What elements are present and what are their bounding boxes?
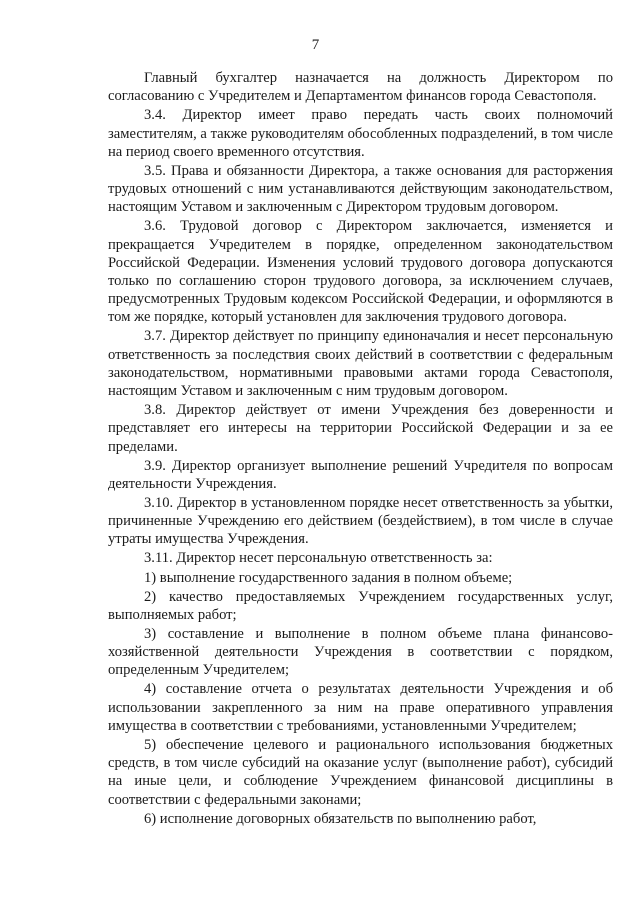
- paragraph-3-6: 3.6. Трудовой договор с Директором заключается, изменяется и прекращается Учредителем в порядке, определенном законодательством Российской Федерации. Изменения условий трудового договора допускаются только по соглашению сторон трудового договора, за исключением случаев, предусмотренных Трудовым кодексом Российской Федерации, и оформляются в том же порядке, который установлен для заключения трудового договора.: [108, 218, 613, 326]
- paragraph-3-4: 3.4. Директор имеет право передать часть своих полномочий заместителям, а также руководителям обособленных подразделений, в том числе на период своего временного отсутствия.: [108, 107, 613, 160]
- paragraph-3-10: 3.10. Директор в установленном порядке несет ответственность за убытки, причиненные Учреждению его действием (бездействием), в том числе в случае утраты имущества Учреждения.: [108, 494, 613, 548]
- list-item-1: 1) выполнение государственного задания в полном объеме;: [144, 569, 513, 586]
- paragraph-3-5: 3.5. Права и обязанности Директора, а также основания для расторжения трудовых отношений с ним устанавливаются действующим законодательством, настоящим Уставом и заключенным с Директором трудовым договором.: [108, 162, 613, 216]
- paragraph-3-8: 3.8. Директор действует от имени Учреждения без доверенности и представляет его интересы на территории Российской Федерации и за ее пределами.: [108, 402, 613, 455]
- list-item-4: 4) составление отчета о результатах деятельности Учреждения и об использовании закрепленного за ним на праве оперативного управления имущества в соответствии с требованиями, установленными Учредителем;: [108, 681, 613, 734]
- list-item-5: 5) обеспечение целевого и рационального использования бюджетных средств, в том числе субсидий на оказание услуг (выполнение работ), субсидий на иные цели, и соблюдение Учреждением финансовой дисциплины в соответствии с федеральными законами;: [108, 736, 613, 808]
- paragraph-3-9: 3.9. Директор организует выполнение решений Учредителя по вопросам деятельности Учреждения.: [108, 457, 613, 492]
- list-item-6: 6) исполнение договорных обязательств по выполнению работ,: [144, 810, 537, 827]
- paragraph-chief-accountant: Главный бухгалтер назначается на должность Директором по согласованию с Учредителем и Департаментом финансов города Севастополя.: [108, 70, 613, 105]
- document-body: [108, 69, 613, 829]
- paragraph-3-11: 3.11. Директор несет персональную ответственность за:: [144, 550, 493, 567]
- list-item-2: 2) качество предоставляемых Учреждением государственных услуг, выполняемых работ;: [108, 588, 613, 623]
- page-number: 7: [311, 37, 320, 53]
- list-item-3: 3) составление и выполнение в полном объеме плана финансово-хозяйственной деятельности Учреждения в соответствии с порядком, определенным Учредителем;: [108, 625, 613, 679]
- paragraph-3-7: 3.7. Директор действует по принципу единоначалия и несет персональную ответственность за последствия своих действий в соответствии с федеральным законодательством, нормативными правовыми актами города Севастополя, настоящим Уставом и заключенным с ним трудовым договором.: [108, 328, 613, 400]
